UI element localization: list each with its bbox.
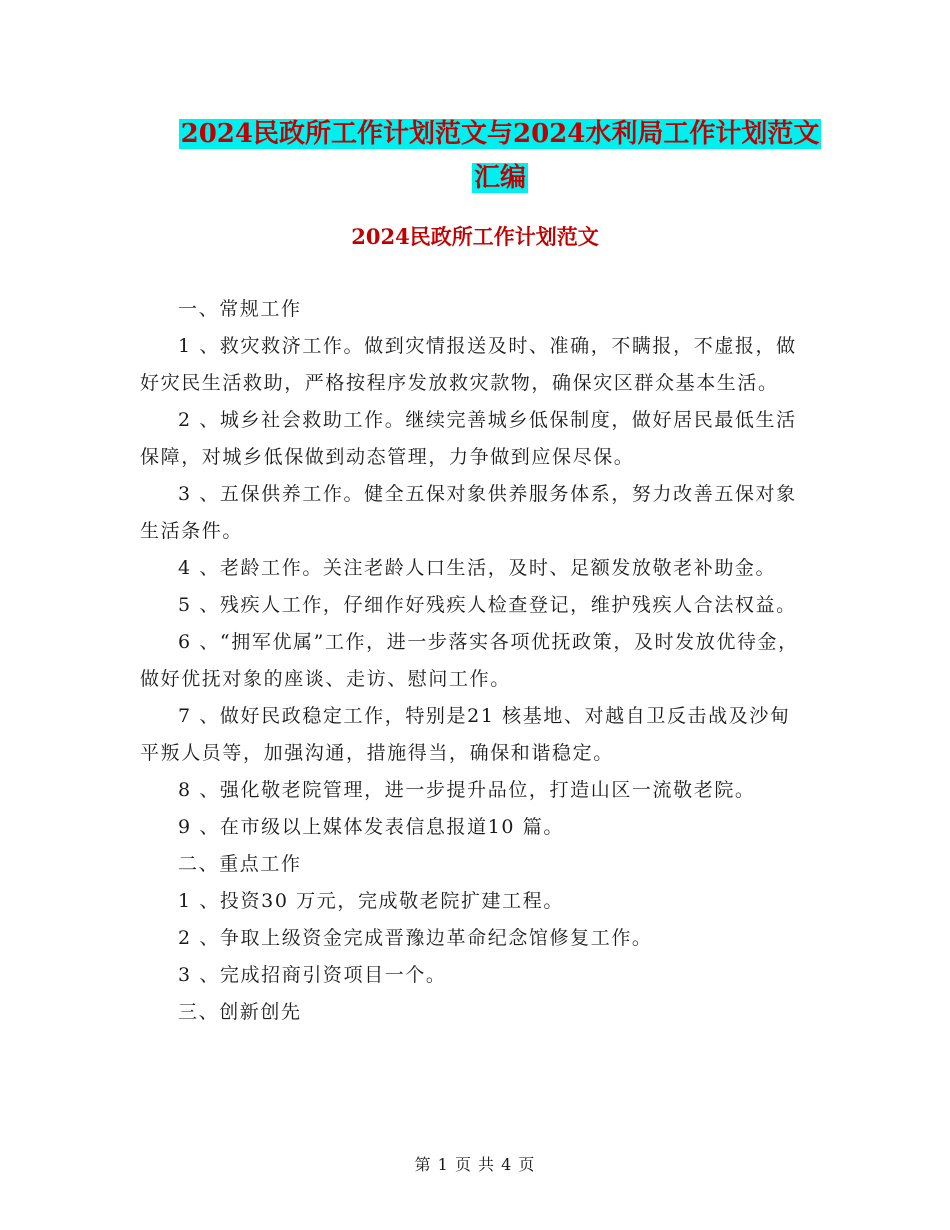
- section-heading: 2024民政所工作计划范文: [351, 224, 599, 249]
- paragraph: 2 、争取上级资金完成晋豫边革命纪念馆修复工作。: [178, 927, 653, 949]
- document-title-line-1: 2024民政所工作计划范文与2024水利局工作计划范文: [180, 119, 820, 149]
- paragraph: 二、重点工作: [178, 853, 302, 875]
- paragraph: 4 、老龄工作。关注老龄人口生活，及时、足额发放敬老补助金。: [178, 557, 777, 579]
- paragraph: 2 、城乡社会救助工作。继续完善城乡低保制度，做好居民最低生活保障，对城乡低保做到动态管理，力争做到应保尽保。: [140, 409, 797, 468]
- paragraph: 1 、投资30 万元，完成敬老院扩建工程。: [178, 890, 564, 912]
- paragraph: 3 、五保供养工作。健全五保对象供养服务体系，努力改善五保对象生活条件。: [140, 483, 797, 542]
- paragraph: 3 、完成招商引资项目一个。: [178, 964, 447, 986]
- page-footer: 第 1 页 共 4 页: [414, 1155, 536, 1174]
- paragraph: 一、常规工作: [178, 298, 302, 320]
- paragraph: 1 、救灾救济工作。做到灾情报送及时、准确，不瞒报，不虚报，做好灾民生活救助，严格按程序发放救灾款物，确保灾区群众基本生活。: [140, 335, 797, 394]
- paragraph: 6 、“拥军优属”工作，进一步落实各项优抚政策，及时发放优待金，做好优抚对象的座谈、走访、慰问工作。: [140, 631, 799, 690]
- paragraph: 9 、在市级以上媒体发表信息报道10 篇。: [178, 816, 564, 838]
- paragraph: 三、创新创先: [178, 1001, 302, 1023]
- document-title: [140, 112, 860, 200]
- document-title-line-2: 汇编: [473, 163, 526, 193]
- paragraph: 5 、残疾人工作，仔细作好残疾人检查登记，维护残疾人合法权益。: [178, 594, 797, 616]
- document-body: [140, 291, 810, 1031]
- paragraph: 8 、强化敬老院管理，进一步提升品位，打造山区一流敬老院。: [178, 779, 756, 801]
- paragraph: 7 、做好民政稳定工作，特别是21 核基地、对越自卫反击战及沙甸平叛人员等，加强沟通，措施得当，确保和谐稳定。: [140, 705, 791, 764]
